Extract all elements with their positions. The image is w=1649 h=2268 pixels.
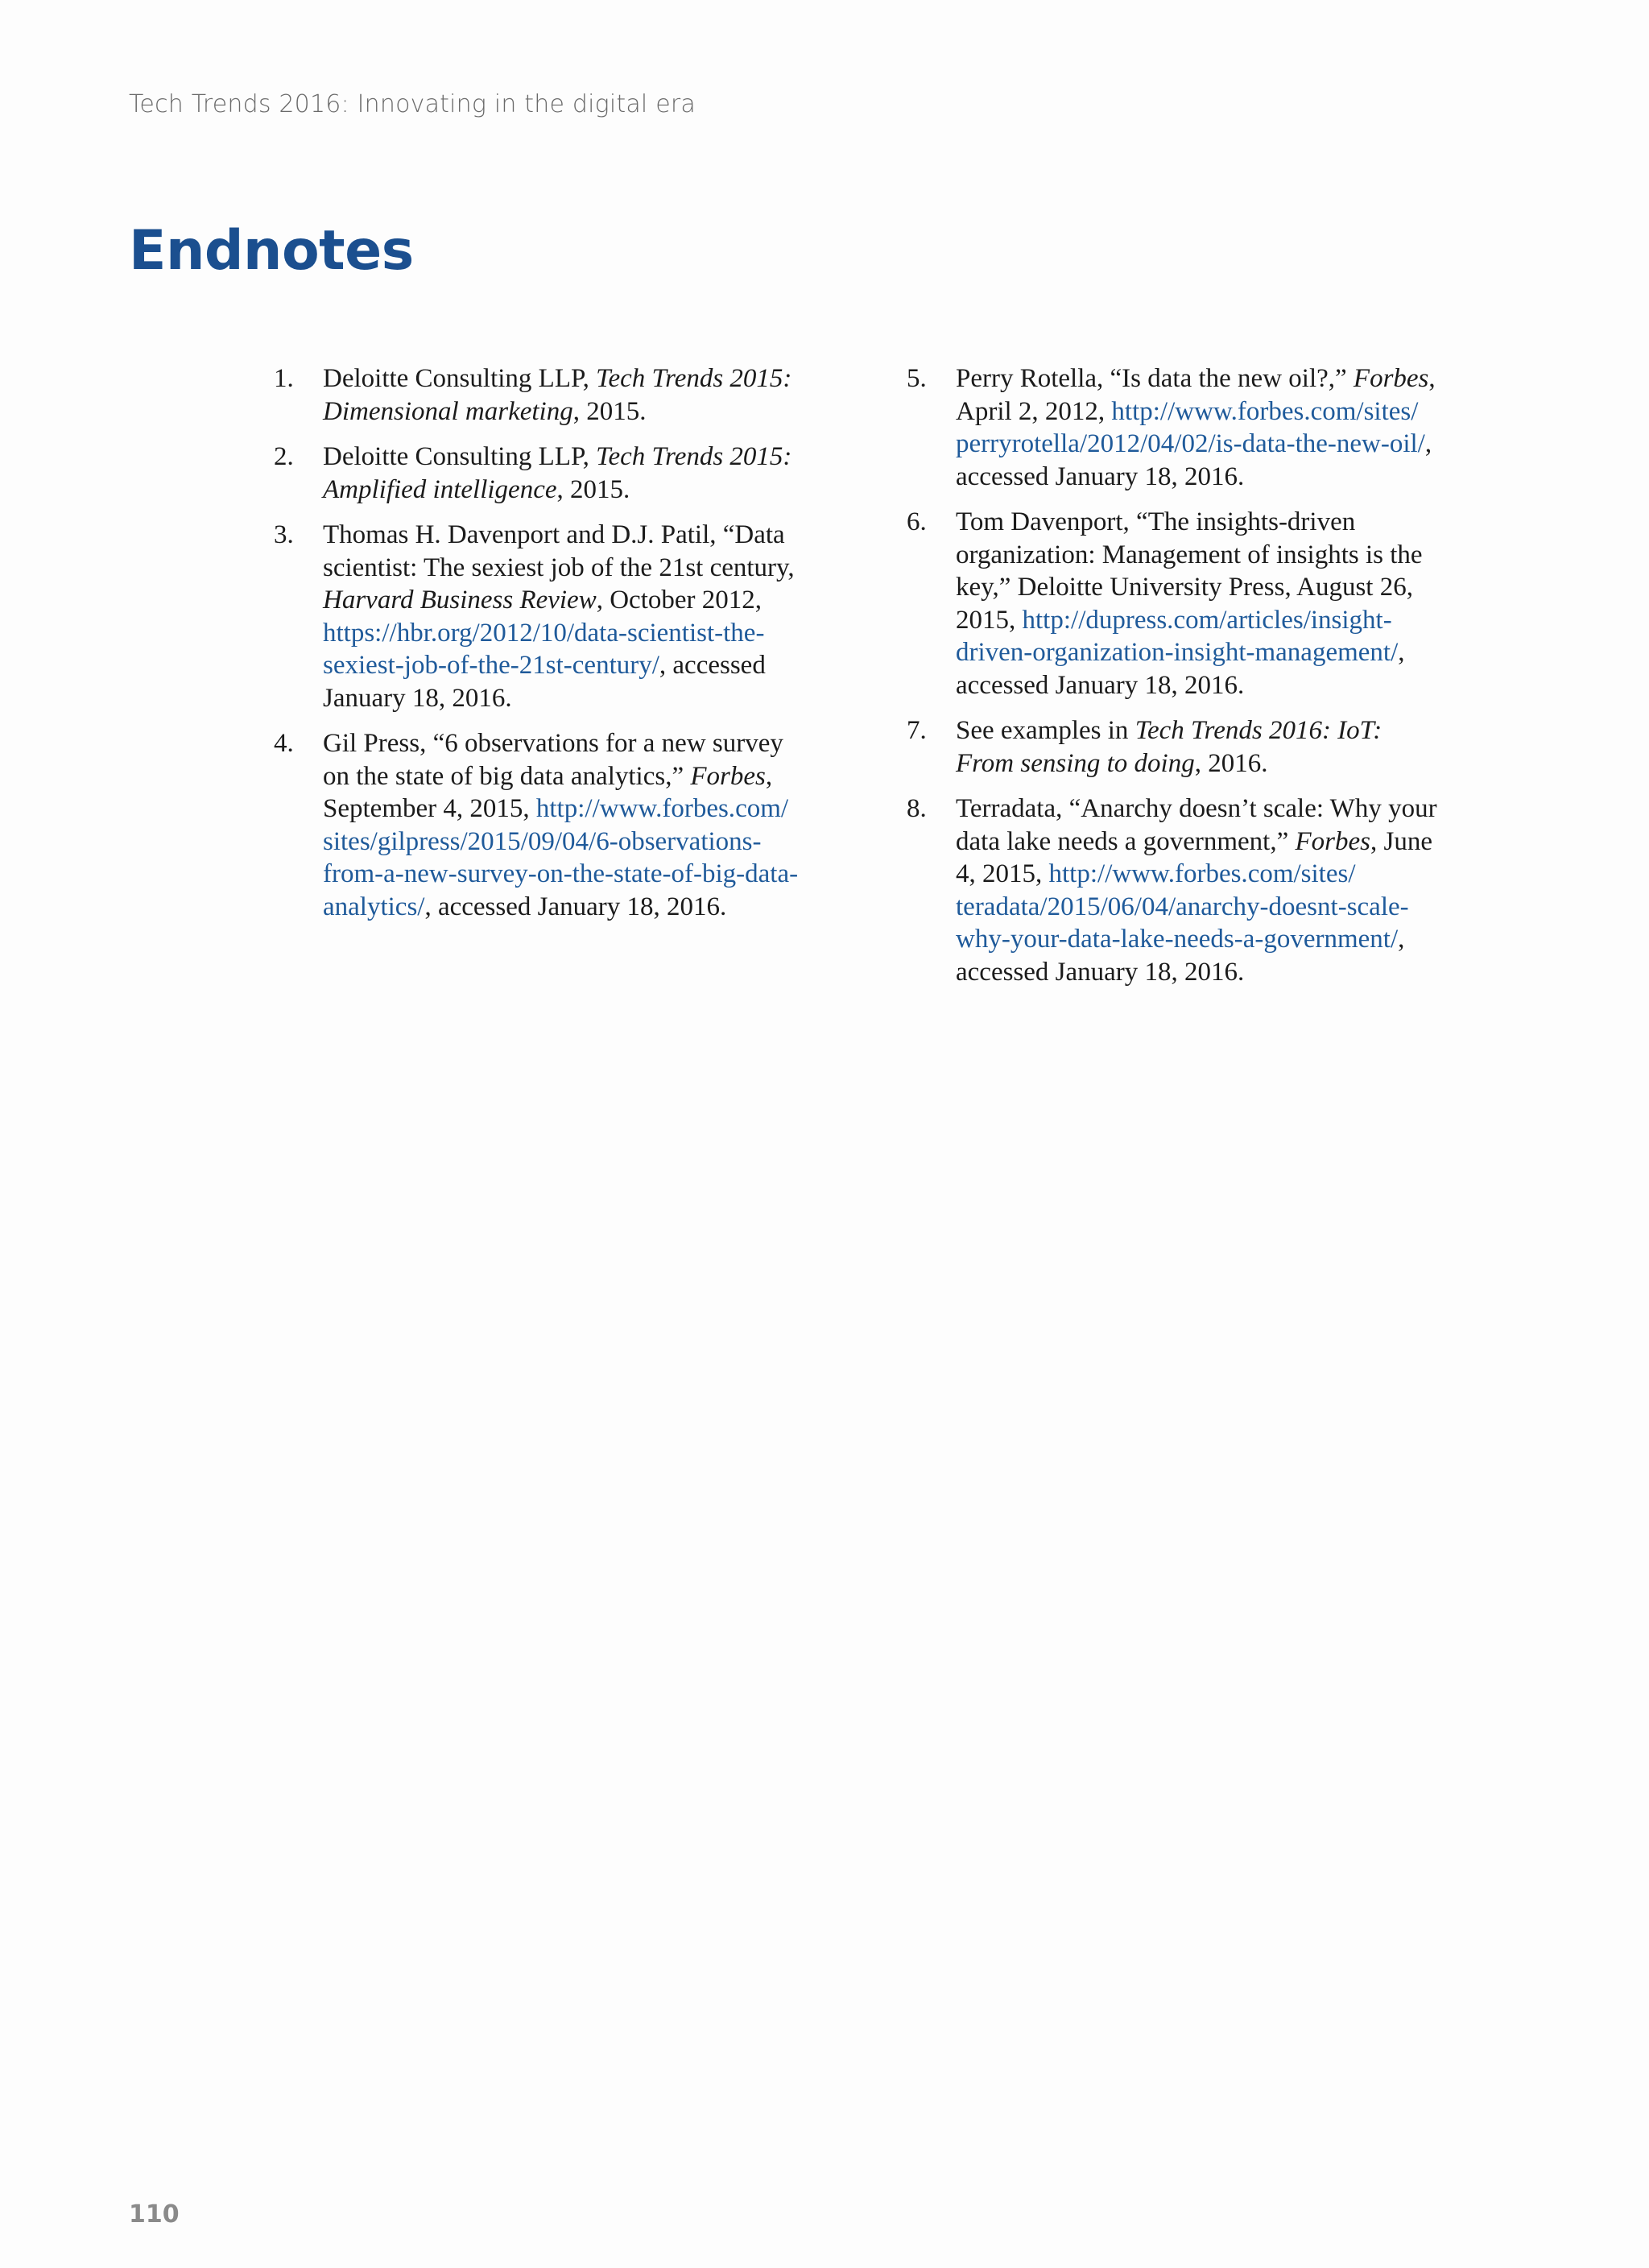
endnote-italic-title: Tech Trends 2015: Dimensional marketing	[323, 364, 792, 426]
endnote-text	[956, 362, 1438, 493]
endnote-number: 1.	[274, 364, 294, 393]
endnote-text	[956, 506, 1438, 702]
endnote-italic-title: Harvard Business Review	[323, 586, 597, 615]
endnote-text-after: , 2016.	[1194, 748, 1268, 778]
endnote-italic-title: Forbes	[1353, 364, 1429, 393]
endnote-link[interactable]: http://www.forbes.com/sites/perryrotella/2012/04/02/is-data-the-new-oil/	[956, 396, 1425, 458]
endnote-text-after: , 2015.	[572, 396, 647, 426]
page-number: 110	[129, 2200, 180, 2229]
endnote-text-after: , October 2012,	[596, 586, 763, 615]
endnote-italic-title: Tech Trends 2015: Amplified intelligence	[323, 442, 792, 504]
endnote-number: 2.	[274, 442, 294, 471]
endnote-text	[323, 362, 805, 428]
endnote-text-before: Perry Rotella, “Is data the new oil?,”	[956, 364, 1354, 393]
running-header: Tech Trends 2016: Innovating in the digital era	[129, 90, 696, 118]
endnote-text-after: , September 4, 2015,	[323, 761, 773, 823]
endnote-text-before: Gil Press, “6 observations for a new survey on the state of big data analytics,”	[323, 729, 783, 791]
endnote-text-tail: , accessed January 18, 2016.	[323, 651, 766, 713]
endnote-number: 4.	[274, 729, 294, 758]
endnote-text	[956, 714, 1438, 780]
endnote-6	[907, 506, 1438, 702]
endnote-number: 6.	[907, 507, 927, 536]
endnote-text-after: , June 4, 2015,	[956, 826, 1432, 888]
endnote-text-tail: , accessed January 18, 2016.	[956, 638, 1405, 700]
endnotes-column-right	[907, 362, 1438, 1001]
endnote-3	[274, 519, 805, 714]
endnote-number: 7.	[907, 716, 927, 745]
endnote-7	[907, 714, 1438, 780]
endnote-text-before: Terradata, “Anarchy doesn’t scale: Why your data lake needs a government,”	[956, 794, 1437, 856]
endnote-text-before: Thomas H. Davenport and D.J. Patil, “Data scientist: The sexiest job of the 21st century,	[323, 520, 795, 582]
endnote-link[interactable]: http://dupress.com/articles/insight-driven-organization-insight-management/	[956, 605, 1399, 667]
endnotes-column-left	[274, 362, 805, 936]
endnote-text-before: Deloitte Consulting LLP,	[323, 364, 597, 393]
endnote-link[interactable]: https://hbr.org/2012/10/data-scientist-the-sexiest-job-of-the-21st-century/	[323, 618, 765, 680]
endnote-link[interactable]: http://www.forbes.com/sites/gilpress/2015/09/04/6-observations-from-a-new-survey-on-the-state-of-big-data-analytics/	[323, 794, 799, 921]
page-title: Endnotes	[129, 219, 414, 283]
endnote-text	[323, 727, 805, 923]
endnote-text-before: Tom Davenport, “The insights-driven organization: Management of insights is the key,” Deloitte University Press, August 26, 2015,	[956, 507, 1423, 635]
endnote-number: 3.	[274, 520, 294, 549]
endnote-text	[323, 441, 805, 506]
endnote-italic-title: Forbes	[1295, 826, 1370, 856]
endnote-text-before: See examples in	[956, 716, 1135, 745]
endnote-text-after: , 2015.	[556, 474, 630, 504]
endnote-text-tail: , accessed January 18, 2016.	[956, 925, 1405, 987]
endnote-text-tail: , accessed January 18, 2016.	[424, 892, 727, 921]
endnote-4	[274, 727, 805, 923]
endnote-text	[956, 793, 1438, 988]
endnote-5	[907, 362, 1438, 493]
endnote-link[interactable]: http://www.forbes.com/sites/teradata/2015/06/04/anarchy-doesnt-scale-why-your-data-lake-needs-a-government/	[956, 859, 1409, 954]
endnote-text-tail: , accessed January 18, 2016.	[956, 429, 1432, 491]
endnote-italic-title: Tech Trends 2016: IoT: From sensing to doing	[956, 716, 1382, 778]
endnote-number: 8.	[907, 794, 927, 823]
endnote-number: 5.	[907, 364, 927, 393]
endnote-text-after: , April 2, 2012,	[956, 364, 1436, 426]
endnote-1	[274, 362, 805, 428]
endnote-text	[323, 519, 805, 714]
endnote-2	[274, 441, 805, 506]
endnote-8	[907, 793, 1438, 988]
endnote-text-before: Deloitte Consulting LLP,	[323, 442, 597, 471]
endnote-italic-title: Forbes	[690, 761, 766, 791]
